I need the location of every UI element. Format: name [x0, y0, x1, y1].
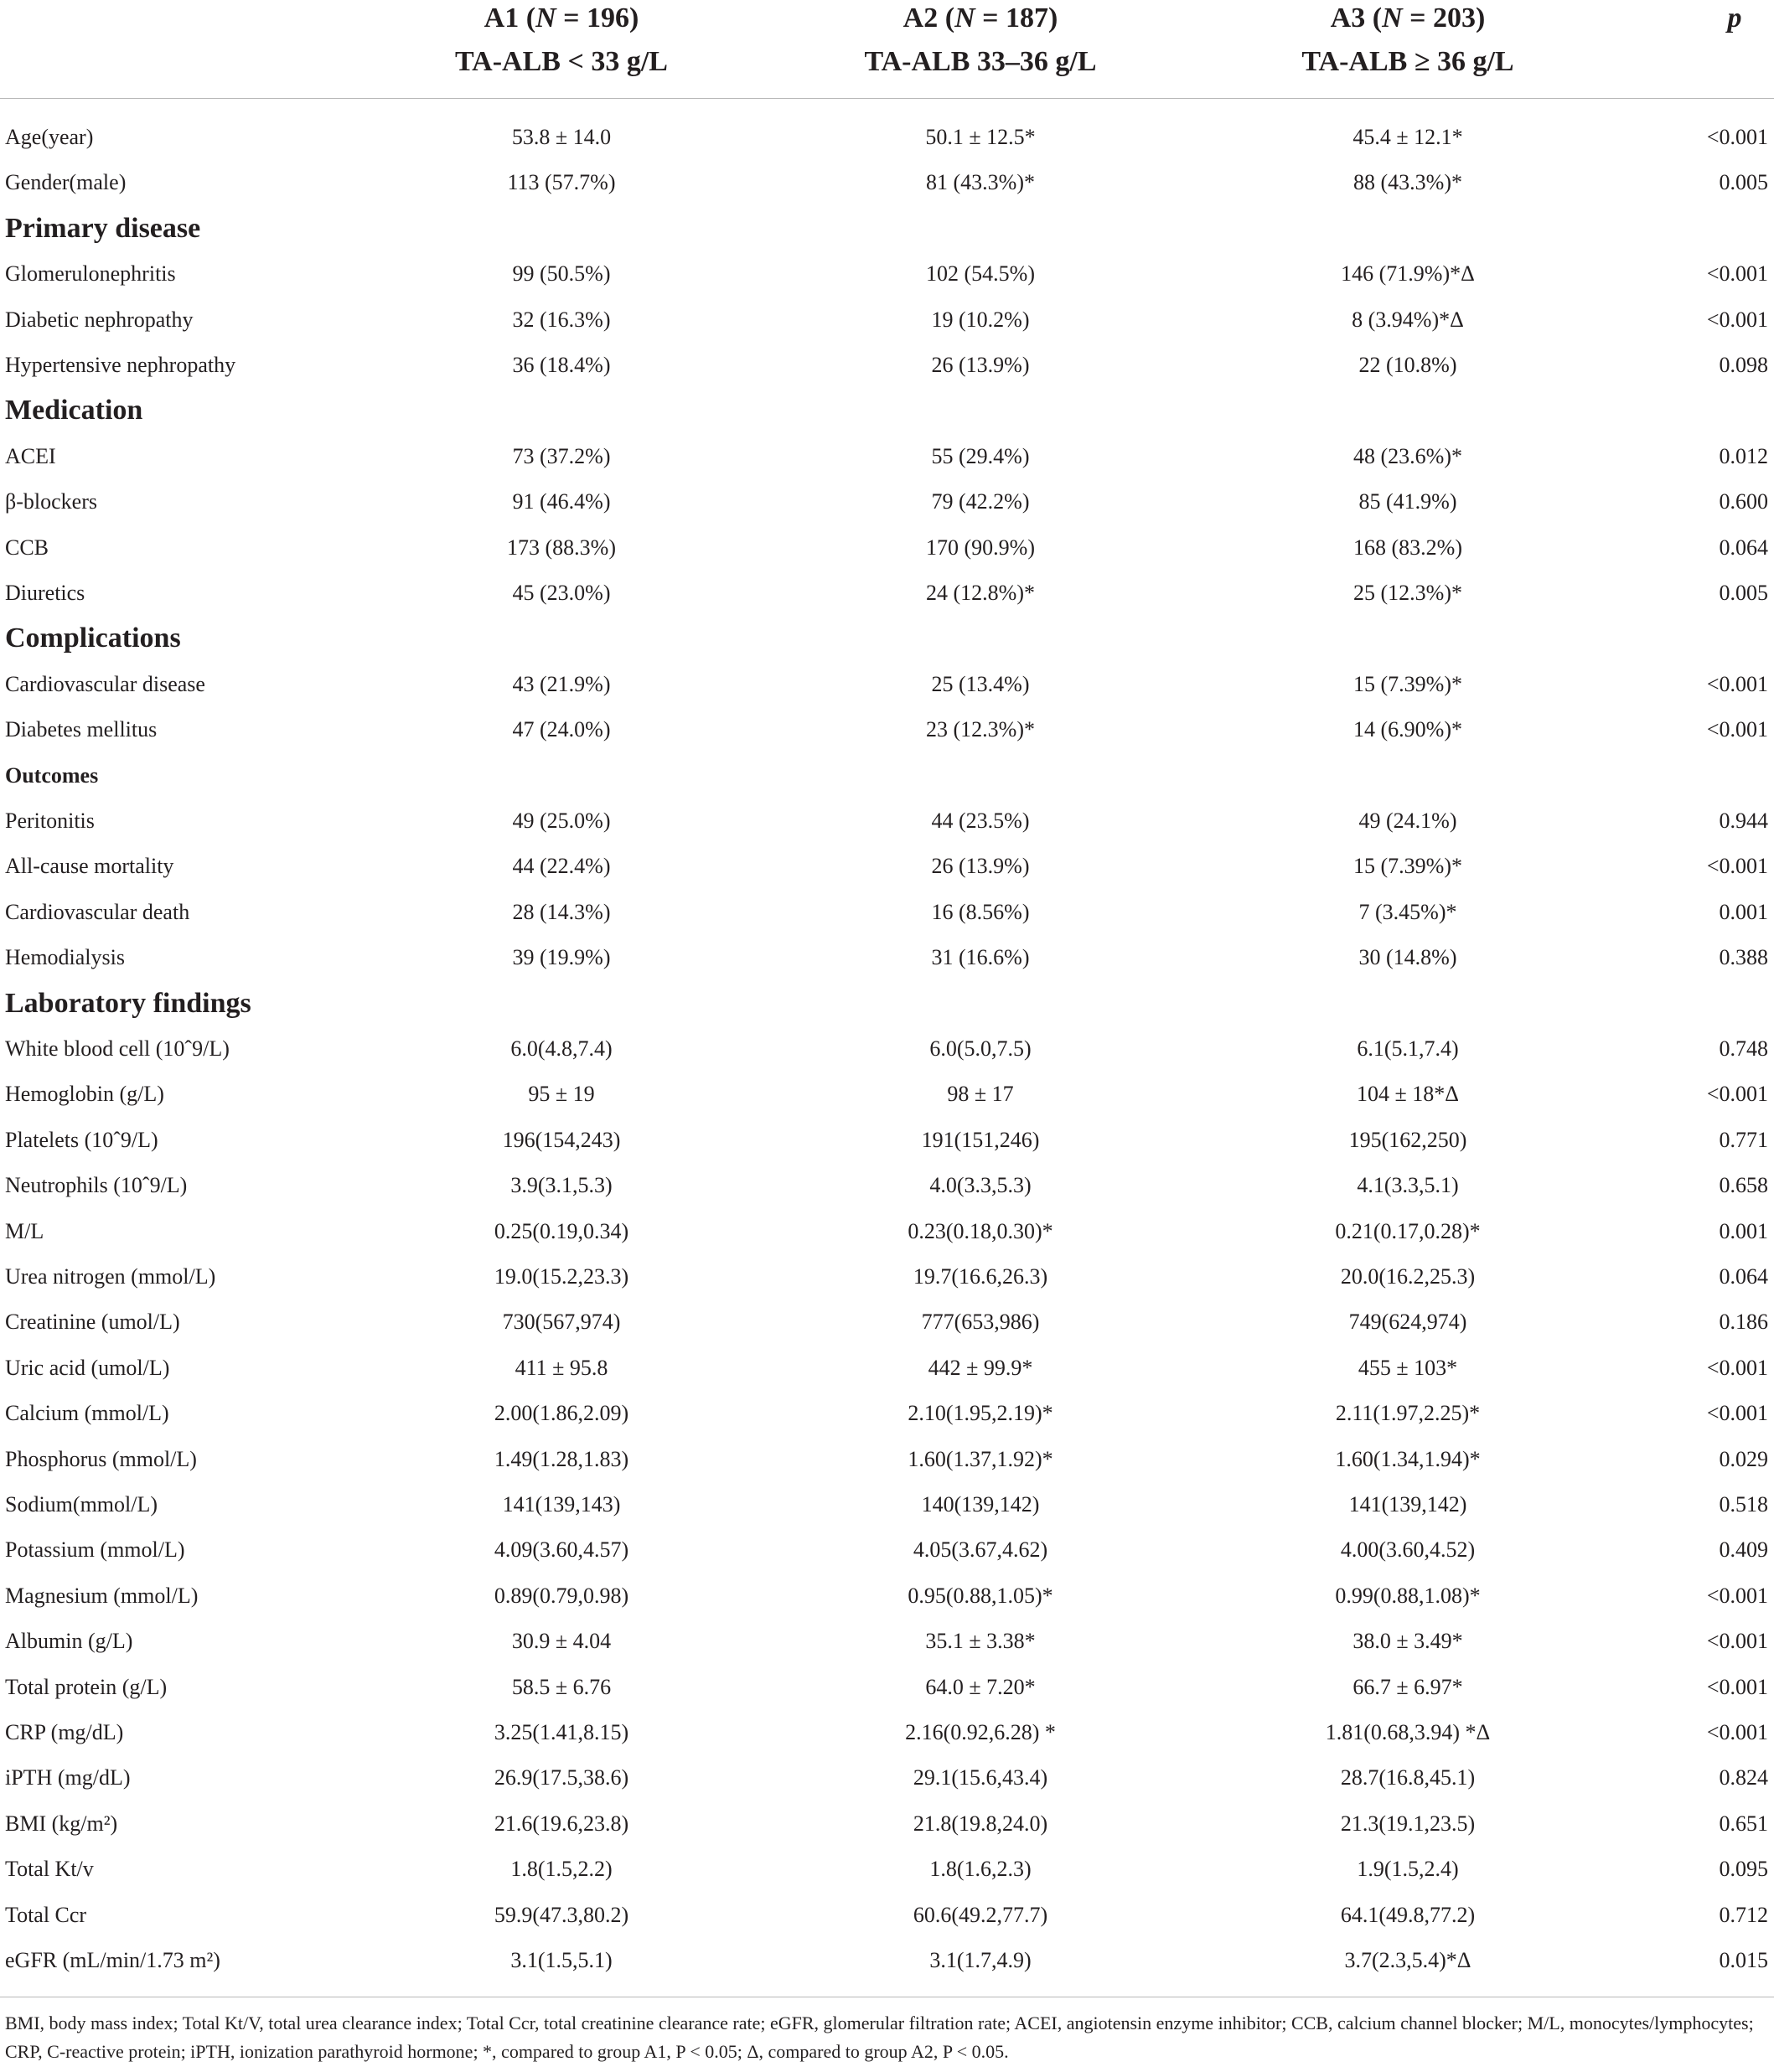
cell-a3: 8 (3.94%)*Δ — [1352, 307, 1464, 332]
cell-a3: 21.3(19.1,23.5) — [1340, 1811, 1476, 1836]
cell-p: 0.029 — [1719, 1446, 1768, 1471]
section-row — [0, 206, 1774, 251]
section-heading: Complications — [5, 623, 181, 654]
cell-a2: 79 (42.2%) — [931, 489, 1030, 514]
cell-p: 0.064 — [1719, 535, 1768, 560]
cell-a2: 24 (12.8%)* — [926, 581, 1035, 605]
row-label: Diabetes mellitus — [5, 717, 158, 742]
section-row — [0, 753, 1774, 798]
row-label: BMI (kg/m²) — [5, 1811, 118, 1836]
cell-a1: 21.6(19.6,23.8) — [494, 1811, 629, 1836]
cell-a3: 2.11(1.97,2.25)* — [1335, 1401, 1481, 1426]
section-heading: Primary disease — [5, 212, 201, 244]
table-row — [0, 935, 1774, 980]
cell-p: 0.186 — [1719, 1310, 1768, 1335]
cell-a3: 14 (6.90%)* — [1353, 717, 1462, 742]
cell-a1: 91 (46.4%) — [512, 489, 611, 514]
table-row — [0, 1072, 1774, 1117]
cell-a1: 196(154,243) — [502, 1127, 621, 1152]
cell-p: 0.095 — [1719, 1857, 1768, 1882]
row-label: Glomerulonephritis — [5, 261, 176, 287]
row-label: iPTH (mg/dL) — [5, 1765, 131, 1790]
row-label: Urea nitrogen (mmol/L) — [5, 1264, 216, 1289]
cell-a2: 777(653,986) — [921, 1310, 1040, 1335]
cell-a2: 4.05(3.67,4.62) — [913, 1537, 1048, 1563]
table-row — [0, 1665, 1774, 1710]
header-a1-range: TA-ALB < 33 g/L — [455, 46, 668, 77]
cell-a3: 141(139,142) — [1348, 1492, 1467, 1517]
cell-a3: 168 (83.2%) — [1353, 535, 1462, 560]
row-label: eGFR (mL/min/1.73 m²) — [5, 1948, 220, 1972]
cell-a2: 19.7(16.6,26.3) — [913, 1264, 1048, 1289]
row-label: Total Kt/v — [5, 1857, 94, 1882]
table-row — [0, 1710, 1774, 1755]
cell-a1: 113 (57.7%) — [507, 170, 616, 195]
cell-a3: 30 (14.8%) — [1358, 945, 1457, 970]
cell-p: <0.001 — [1706, 1629, 1768, 1654]
cell-p: 0.001 — [1719, 1218, 1768, 1243]
cell-a2: 50.1 ± 12.5* — [925, 125, 1036, 149]
cell-a2: 31 (16.6%) — [931, 945, 1030, 970]
cell-p: 0.098 — [1719, 353, 1768, 377]
cell-a3: 20.0(16.2,25.3) — [1340, 1264, 1476, 1289]
row-label: CRP (mg/dL) — [5, 1720, 124, 1744]
header-col-a2 — [821, 0, 1140, 84]
cell-a2: 98 ± 17 — [947, 1082, 1014, 1107]
cell-p: 0.518 — [1719, 1492, 1768, 1517]
table-row — [0, 707, 1774, 752]
row-label: Platelets (10ˆ9/L) — [5, 1127, 158, 1152]
header-a3-n: N — [1382, 3, 1403, 34]
table-row — [0, 571, 1774, 616]
cell-a1: 1.49(1.28,1.83) — [494, 1446, 629, 1471]
header-a2-range: TA-ALB 33–36 g/L — [864, 46, 1097, 77]
table-row — [0, 1346, 1774, 1391]
cell-a3: 85 (41.9%) — [1358, 489, 1457, 514]
table-row — [0, 343, 1774, 388]
cell-a2: 102 (54.5%) — [926, 261, 1035, 287]
header-col-a3 — [1249, 0, 1567, 84]
cell-a2: 16 (8.56%) — [931, 899, 1030, 924]
table-row — [0, 1026, 1774, 1072]
row-label: Magnesium (mmol/L) — [5, 1583, 199, 1608]
row-label: White blood cell (10ˆ9/L) — [5, 1036, 230, 1061]
cell-a2: 29.1(15.6,43.4) — [913, 1765, 1048, 1790]
row-label: Peritonitis — [5, 809, 95, 833]
cell-p: <0.001 — [1706, 1082, 1768, 1107]
row-label: Cardiovascular death — [5, 899, 190, 924]
cell-a2: 1.60(1.37,1.92)* — [908, 1446, 1053, 1471]
cell-a1: 44 (22.4%) — [512, 854, 611, 879]
table-row — [0, 1801, 1774, 1847]
cell-a2: 64.0 ± 7.20* — [925, 1674, 1036, 1699]
row-label: M/L — [5, 1218, 44, 1243]
cell-p: <0.001 — [1706, 1583, 1768, 1608]
header-col-p — [1709, 0, 1760, 40]
cell-p: <0.001 — [1706, 1720, 1768, 1744]
cell-a1: 73 (37.2%) — [512, 443, 611, 468]
cell-a3: 15 (7.39%)* — [1353, 671, 1462, 696]
table-row — [0, 115, 1774, 160]
section-row — [0, 388, 1774, 433]
cell-a2: 26 (13.9%) — [931, 854, 1030, 879]
table-row — [0, 1300, 1774, 1345]
cell-a1: 141(139,143) — [502, 1492, 621, 1517]
cell-p: <0.001 — [1706, 125, 1768, 149]
header-a3-prefix: A3 ( — [1330, 3, 1383, 34]
cell-p: 0.712 — [1719, 1902, 1768, 1927]
header-p-label: p — [1727, 3, 1742, 34]
cell-a3: 0.99(0.88,1.08)* — [1335, 1583, 1481, 1608]
row-label: Diuretics — [5, 581, 85, 605]
cell-a1: 58.5 ± 6.76 — [511, 1674, 612, 1699]
cell-a1: 26.9(17.5,38.6) — [494, 1765, 629, 1790]
cell-a3: 25 (12.3%)* — [1353, 581, 1462, 605]
table-footnote: BMI, body mass index; Total Kt/V, total urea clearance index; Total Ccr, total creatinine clearance rate; eGFR, glomerular filtration rate; ACEI, angiotensin enzyme inhibitor; CCB, calcium channel blocker; M/L, monocytes/lymphocytes; CRP, C-reactive protein; iPTH, ionization parathyroid hormone; *, compared to group A1, P < 0.05; Δ, compared to group A2, P < 0.05. — [5, 2013, 1754, 2062]
cell-p: 0.005 — [1719, 581, 1768, 605]
cell-p: 0.651 — [1719, 1811, 1768, 1836]
section-row — [0, 981, 1774, 1026]
cell-a2: 19 (10.2%) — [931, 307, 1030, 332]
cell-a1: 1.8(1.5,2.2) — [510, 1857, 613, 1882]
header-a1-prefix: A1 ( — [484, 3, 536, 34]
cell-a1: 95 ± 19 — [528, 1082, 595, 1107]
table-row — [0, 479, 1774, 524]
table-row — [0, 844, 1774, 889]
cell-a2: 55 (29.4%) — [931, 443, 1030, 468]
cell-p: 0.015 — [1719, 1948, 1768, 1972]
table-row — [0, 1527, 1774, 1573]
cell-a3: 15 (7.39%)* — [1353, 854, 1462, 879]
cell-a2: 23 (12.3%)* — [926, 717, 1035, 742]
cell-a2: 4.0(3.3,5.3) — [929, 1173, 1032, 1198]
row-label: Sodium(mmol/L) — [5, 1492, 158, 1517]
row-label: Diabetic nephropathy — [5, 307, 194, 332]
cell-a1: 0.25(0.19,0.34) — [494, 1218, 629, 1243]
cell-a1: 30.9 ± 4.04 — [511, 1629, 612, 1654]
cell-p: <0.001 — [1706, 307, 1768, 332]
cell-a2: 1.8(1.6,2.3) — [929, 1857, 1032, 1882]
cell-a1: 53.8 ± 14.0 — [511, 125, 612, 149]
cell-a1: 19.0(15.2,23.3) — [494, 1264, 629, 1289]
cell-a2: 60.6(49.2,77.7) — [913, 1902, 1048, 1927]
cell-a2: 21.8(19.8,24.0) — [913, 1811, 1048, 1836]
table-row — [0, 1619, 1774, 1664]
row-label: Hemoglobin (g/L) — [5, 1082, 164, 1107]
table-row — [0, 434, 1774, 479]
cell-p: <0.001 — [1706, 261, 1768, 287]
cell-a3: 6.1(5.1,7.4) — [1357, 1036, 1459, 1061]
cell-a3: 45.4 ± 12.1* — [1352, 125, 1463, 149]
cell-a2: 25 (13.4%) — [931, 671, 1030, 696]
header-a3-range: TA-ALB ≥ 36 g/L — [1301, 46, 1514, 77]
cell-a1: 3.9(3.1,5.3) — [510, 1173, 613, 1198]
cell-p: 0.944 — [1719, 809, 1768, 833]
table-row — [0, 662, 1774, 707]
cell-a1: 32 (16.3%) — [512, 307, 611, 332]
row-label: Age(year) — [5, 125, 94, 149]
cell-a2: 191(151,246) — [921, 1127, 1040, 1152]
row-label: Total Ccr — [5, 1902, 87, 1927]
header-a3-suffix: = 203) — [1402, 3, 1486, 34]
row-label: Albumin (g/L) — [5, 1629, 133, 1654]
cell-a3: 66.7 ± 6.97* — [1352, 1674, 1463, 1699]
section-heading: Medication — [5, 395, 143, 426]
cell-a3: 1.81(0.68,3.94) *Δ — [1325, 1720, 1491, 1744]
cell-p: 0.005 — [1719, 170, 1768, 195]
cell-a3: 64.1(49.8,77.2) — [1340, 1902, 1476, 1927]
cell-a3: 1.9(1.5,2.4) — [1357, 1857, 1459, 1882]
table-row — [0, 251, 1774, 297]
cell-p: <0.001 — [1706, 1355, 1768, 1380]
header-a2-prefix: A2 ( — [903, 3, 955, 34]
row-label: All-cause mortality — [5, 854, 174, 879]
cell-a3: 7 (3.45%)* — [1358, 899, 1457, 924]
header-col-a1 — [402, 0, 721, 84]
row-label: Neutrophils (10ˆ9/L) — [5, 1173, 188, 1198]
cell-a2: 81 (43.3%)* — [926, 170, 1035, 195]
cell-a1: 730(567,974) — [502, 1310, 621, 1335]
cell-a2: 170 (90.9%) — [926, 535, 1035, 560]
cell-a3: 38.0 ± 3.49* — [1352, 1629, 1463, 1654]
cell-p: 0.012 — [1719, 443, 1768, 468]
section-heading: Laboratory findings — [5, 987, 251, 1019]
cell-a3: 0.21(0.17,0.28)* — [1335, 1218, 1481, 1243]
cell-p: 0.409 — [1719, 1537, 1768, 1563]
row-label: Potassium (mmol/L) — [5, 1537, 185, 1563]
cell-p: 0.600 — [1719, 489, 1768, 514]
cell-a2: 140(139,142) — [921, 1492, 1040, 1517]
cell-a1: 47 (24.0%) — [512, 717, 611, 742]
header-a2-n: N — [954, 3, 975, 34]
table-row — [0, 1254, 1774, 1300]
table-row — [0, 1209, 1774, 1254]
cell-p: 0.771 — [1719, 1127, 1768, 1152]
cell-a2: 2.10(1.95,2.19)* — [908, 1401, 1053, 1426]
cell-p: 0.388 — [1719, 945, 1768, 970]
table-row — [0, 890, 1774, 935]
cell-a3: 4.1(3.3,5.1) — [1357, 1173, 1459, 1198]
cell-p: <0.001 — [1706, 854, 1768, 879]
cell-a1: 49 (25.0%) — [512, 809, 611, 833]
cell-a1: 45 (23.0%) — [512, 581, 611, 605]
cell-p: 0.658 — [1719, 1173, 1768, 1198]
cell-a3: 28.7(16.8,45.1) — [1340, 1765, 1476, 1790]
cell-p: 0.824 — [1719, 1765, 1768, 1790]
table-row — [0, 1938, 1774, 1983]
table-row — [0, 1573, 1774, 1619]
cell-a3: 3.7(2.3,5.4)*Δ — [1344, 1948, 1471, 1972]
cell-a3: 4.00(3.60,4.52) — [1340, 1537, 1476, 1563]
cell-p: <0.001 — [1706, 717, 1768, 742]
cell-a2: 6.0(5.0,7.5) — [929, 1036, 1032, 1061]
cell-a3: 1.60(1.34,1.94)* — [1335, 1446, 1481, 1471]
row-label: Hypertensive nephropathy — [5, 353, 236, 377]
table-row — [0, 1118, 1774, 1163]
cell-a1: 2.00(1.86,2.09) — [494, 1401, 629, 1426]
cell-a3: 22 (10.8%) — [1358, 353, 1457, 377]
row-label: β-blockers — [5, 489, 97, 514]
cell-p: 0.001 — [1719, 899, 1768, 924]
cell-a1: 3.1(1.5,5.1) — [510, 1948, 613, 1972]
table-row — [0, 1163, 1774, 1208]
table-row — [0, 1437, 1774, 1482]
cell-a1: 99 (50.5%) — [512, 261, 611, 287]
cell-a2: 44 (23.5%) — [931, 809, 1030, 833]
cell-a1: 6.0(4.8,7.4) — [510, 1036, 613, 1061]
table-row — [0, 297, 1774, 343]
table-row — [0, 525, 1774, 571]
cell-a3: 48 (23.6%)* — [1353, 443, 1462, 468]
table-row — [0, 1391, 1774, 1436]
cell-a1: 411 ± 95.8 — [515, 1355, 608, 1380]
cell-a1: 3.25(1.41,8.15) — [494, 1720, 629, 1744]
section-row — [0, 616, 1774, 661]
table-row — [0, 1847, 1774, 1892]
row-label: Cardiovascular disease — [5, 671, 205, 696]
header-a2-suffix: = 187) — [975, 3, 1058, 34]
cell-a1: 0.89(0.79,0.98) — [494, 1583, 629, 1608]
row-label: Creatinine (umol/L) — [5, 1310, 180, 1335]
row-label: CCB — [5, 535, 49, 560]
cell-a3: 195(162,250) — [1348, 1127, 1467, 1152]
cell-a2: 26 (13.9%) — [931, 353, 1030, 377]
cell-p: 0.748 — [1719, 1036, 1768, 1061]
table-row — [0, 160, 1774, 205]
header-a1-suffix: = 196) — [556, 3, 639, 34]
header-a1-n: N — [535, 3, 556, 34]
cell-a2: 35.1 ± 3.38* — [925, 1629, 1036, 1654]
table-row — [0, 1755, 1774, 1801]
row-label: Gender(male) — [5, 170, 127, 195]
row-label: Uric acid (umol/L) — [5, 1355, 170, 1380]
cell-a3: 49 (24.1%) — [1358, 809, 1457, 833]
cell-a3: 104 ± 18*Δ — [1357, 1082, 1459, 1107]
row-label: ACEI — [5, 443, 56, 468]
header-rule — [0, 98, 1774, 99]
cell-a2: 0.95(0.88,1.05)* — [908, 1583, 1053, 1608]
cell-a2: 0.23(0.18,0.30)* — [908, 1218, 1053, 1243]
table-row — [0, 1893, 1774, 1938]
cell-a2: 442 ± 99.9* — [928, 1355, 1033, 1380]
cell-a1: 59.9(47.3,80.2) — [494, 1902, 629, 1927]
cell-a1: 39 (19.9%) — [512, 945, 611, 970]
cell-a3: 455 ± 103* — [1358, 1355, 1458, 1380]
cell-p: <0.001 — [1706, 1674, 1768, 1699]
cell-p: <0.001 — [1706, 671, 1768, 696]
cell-a1: 36 (18.4%) — [512, 353, 611, 377]
table-row — [0, 1482, 1774, 1527]
cell-p: <0.001 — [1706, 1401, 1768, 1426]
cell-a1: 4.09(3.60,4.57) — [494, 1537, 629, 1563]
cell-a3: 146 (71.9%)*Δ — [1341, 261, 1475, 287]
cell-a1: 173 (88.3%) — [507, 535, 616, 560]
row-label: Total protein (g/L) — [5, 1674, 168, 1699]
row-label: Phosphorus (mmol/L) — [5, 1446, 197, 1471]
cell-p: 0.064 — [1719, 1264, 1768, 1289]
section-heading: Outcomes — [5, 762, 99, 788]
cell-a3: 88 (43.3%)* — [1353, 170, 1462, 195]
cell-a2: 2.16(0.92,6.28) * — [905, 1720, 1056, 1744]
table-header — [0, 0, 1774, 99]
row-label: Hemodialysis — [5, 945, 125, 970]
cell-a1: 28 (14.3%) — [512, 899, 611, 924]
cell-a1: 43 (21.9%) — [512, 671, 611, 696]
cell-a3: 749(624,974) — [1348, 1310, 1467, 1335]
table-row — [0, 798, 1774, 844]
row-label: Calcium (mmol/L) — [5, 1401, 169, 1426]
cell-a2: 3.1(1.7,4.9) — [929, 1948, 1032, 1972]
